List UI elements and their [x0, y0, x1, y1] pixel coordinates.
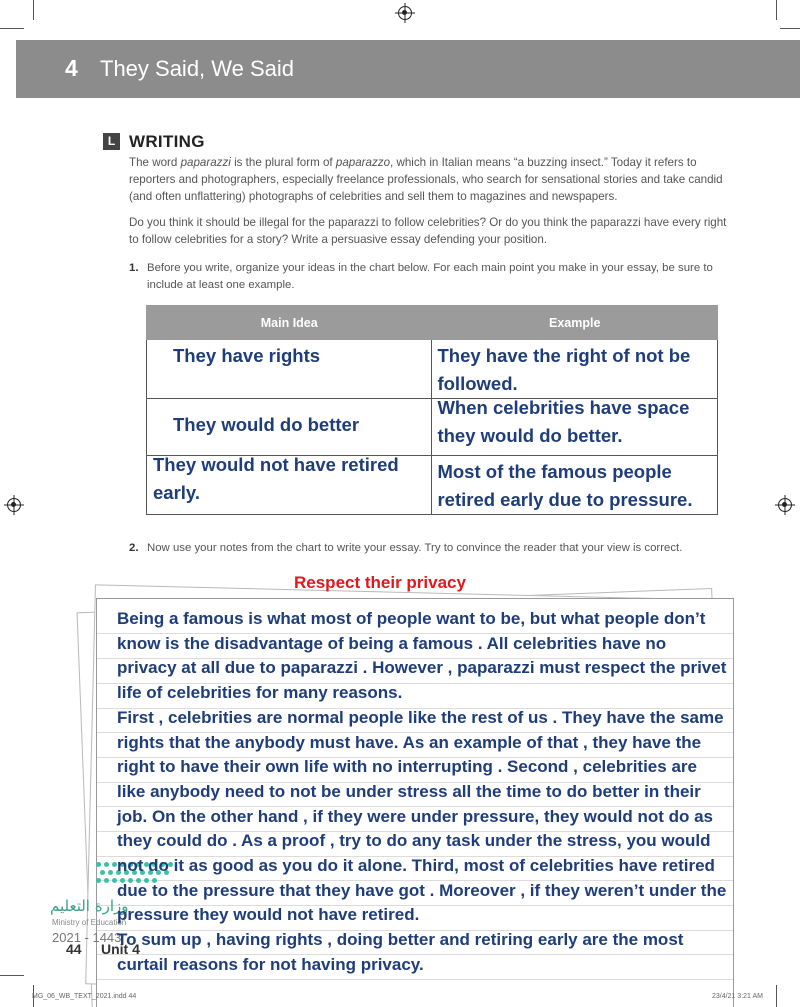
- ideas-chart-table: [146, 305, 718, 515]
- unit-number: 4: [65, 55, 78, 81]
- table-cell-example: [432, 456, 718, 515]
- table-cell-idea: [147, 456, 432, 515]
- essay-paragraph: To sum up , having rights , doing better and retiring early are the most curtail reasons for not having privacy.: [117, 930, 684, 974]
- ministry-logo-year: 2021 - 1443: [52, 930, 122, 945]
- question-number: 2.: [129, 542, 139, 554]
- essay-title: Respect their privacy: [294, 573, 466, 592]
- table-row: [147, 399, 718, 456]
- crop-mark: [776, 985, 777, 1007]
- intro-text: The word: [129, 156, 181, 169]
- section-badge: L: [103, 133, 120, 150]
- table-cell-idea: [147, 399, 432, 456]
- table-row: [147, 340, 718, 399]
- question-text: Before you write, organize your ideas in the chart below. For each main point you make in your essay, be sure to include at least one example.: [147, 262, 713, 291]
- table-row: [147, 456, 718, 515]
- crop-mark: [0, 975, 24, 976]
- essay-paragraph: Being a famous is what most of people want to be, but what people don’t know is the disadvantage of being a famous . All celebrities have no privacy at all due to paparazzi . However , paparazzi must respect the privet life of celebrities for many reasons.: [117, 609, 727, 703]
- column-header-main-idea: Main Idea: [147, 306, 432, 340]
- intro-text: , which in Italian means “a buzzing insect.” Today it refers to reporters and photographers, especially freelance professionals, who search for sensational stories and take candid (and often unflattering) photographs of celebrities and sell them to magazines and newspapers.: [129, 156, 723, 203]
- registration-mark-icon: [398, 6, 412, 20]
- question-1: [129, 260, 729, 294]
- table-header-row: [147, 306, 718, 340]
- ministry-logo-arabic: وزارة التعليم: [50, 897, 129, 915]
- section-title: WRITING: [129, 132, 205, 151]
- idea-text: They would do better: [173, 414, 360, 435]
- idea-text: They have rights: [173, 345, 321, 366]
- question-number: 1.: [129, 262, 139, 274]
- crop-mark: [0, 28, 24, 29]
- crop-mark: [780, 28, 800, 29]
- page-unit-label: Unit 4: [101, 941, 140, 957]
- page-number: 44: [66, 941, 82, 957]
- example-text: Most of the famous people retired early due to pressure.: [437, 461, 693, 510]
- crop-mark: [776, 0, 777, 20]
- intro-paragraph-1: [129, 154, 734, 205]
- example-text: They have the right of not be followed.: [437, 345, 691, 394]
- example-text: When celebrities have space they would do better.: [437, 397, 690, 446]
- intro-text: is the plural form of: [230, 156, 336, 169]
- intro-italic-word: paparazzi: [180, 156, 231, 169]
- ministry-logo-english: Ministry of Education: [52, 918, 127, 927]
- crop-mark: [33, 0, 34, 20]
- table-cell-example: [432, 340, 718, 399]
- column-header-example: Example: [432, 306, 718, 340]
- print-slug-file: MG_06_WB_TEXT_2021.indd 44: [32, 993, 137, 1000]
- question-text: Now use your notes from the chart to write your essay. Try to convince the reader that your view is correct.: [147, 542, 683, 554]
- table-cell-idea: [147, 340, 432, 399]
- table-cell-example: [432, 399, 718, 456]
- essay-body: [117, 607, 729, 978]
- intro-paragraph-2: Do you think it should be illegal for the paparazzi to follow celebrities? Or do you think the paparazzi have every right to follow celebrities for a story? Write a persuasive essay defending your position.: [129, 216, 727, 246]
- unit-title: They Said, We Said: [100, 56, 295, 81]
- intro-italic-word: paparazzo: [335, 156, 391, 169]
- unit-header-banner: [16, 40, 800, 98]
- idea-text: They would not have retired early.: [153, 454, 399, 503]
- question-2: [129, 540, 729, 557]
- registration-mark-icon: [778, 498, 792, 512]
- registration-mark-icon: [7, 498, 21, 512]
- essay-paragraph: First , celebrities are normal people like the rest of us . They have the same rights that the anybody must have. As an example of that , they have the right to have their own life with no interrupting . Second , celebrities are like anybody need to not be under stress all the time to do better in their job. On the other hand , if they were under pressure, they would not do as they could do . As a proof , try to do any task under the stress, you would not do it as good as you do it alone. Third, most of celebrities have retired due to the pressure that they have got . Moreover , if they weren’t under the pressure they would not have retired.: [117, 707, 727, 925]
- ruled-line: [97, 979, 733, 980]
- print-slug-timestamp: 23/4/21 3:21 AM: [712, 993, 763, 1000]
